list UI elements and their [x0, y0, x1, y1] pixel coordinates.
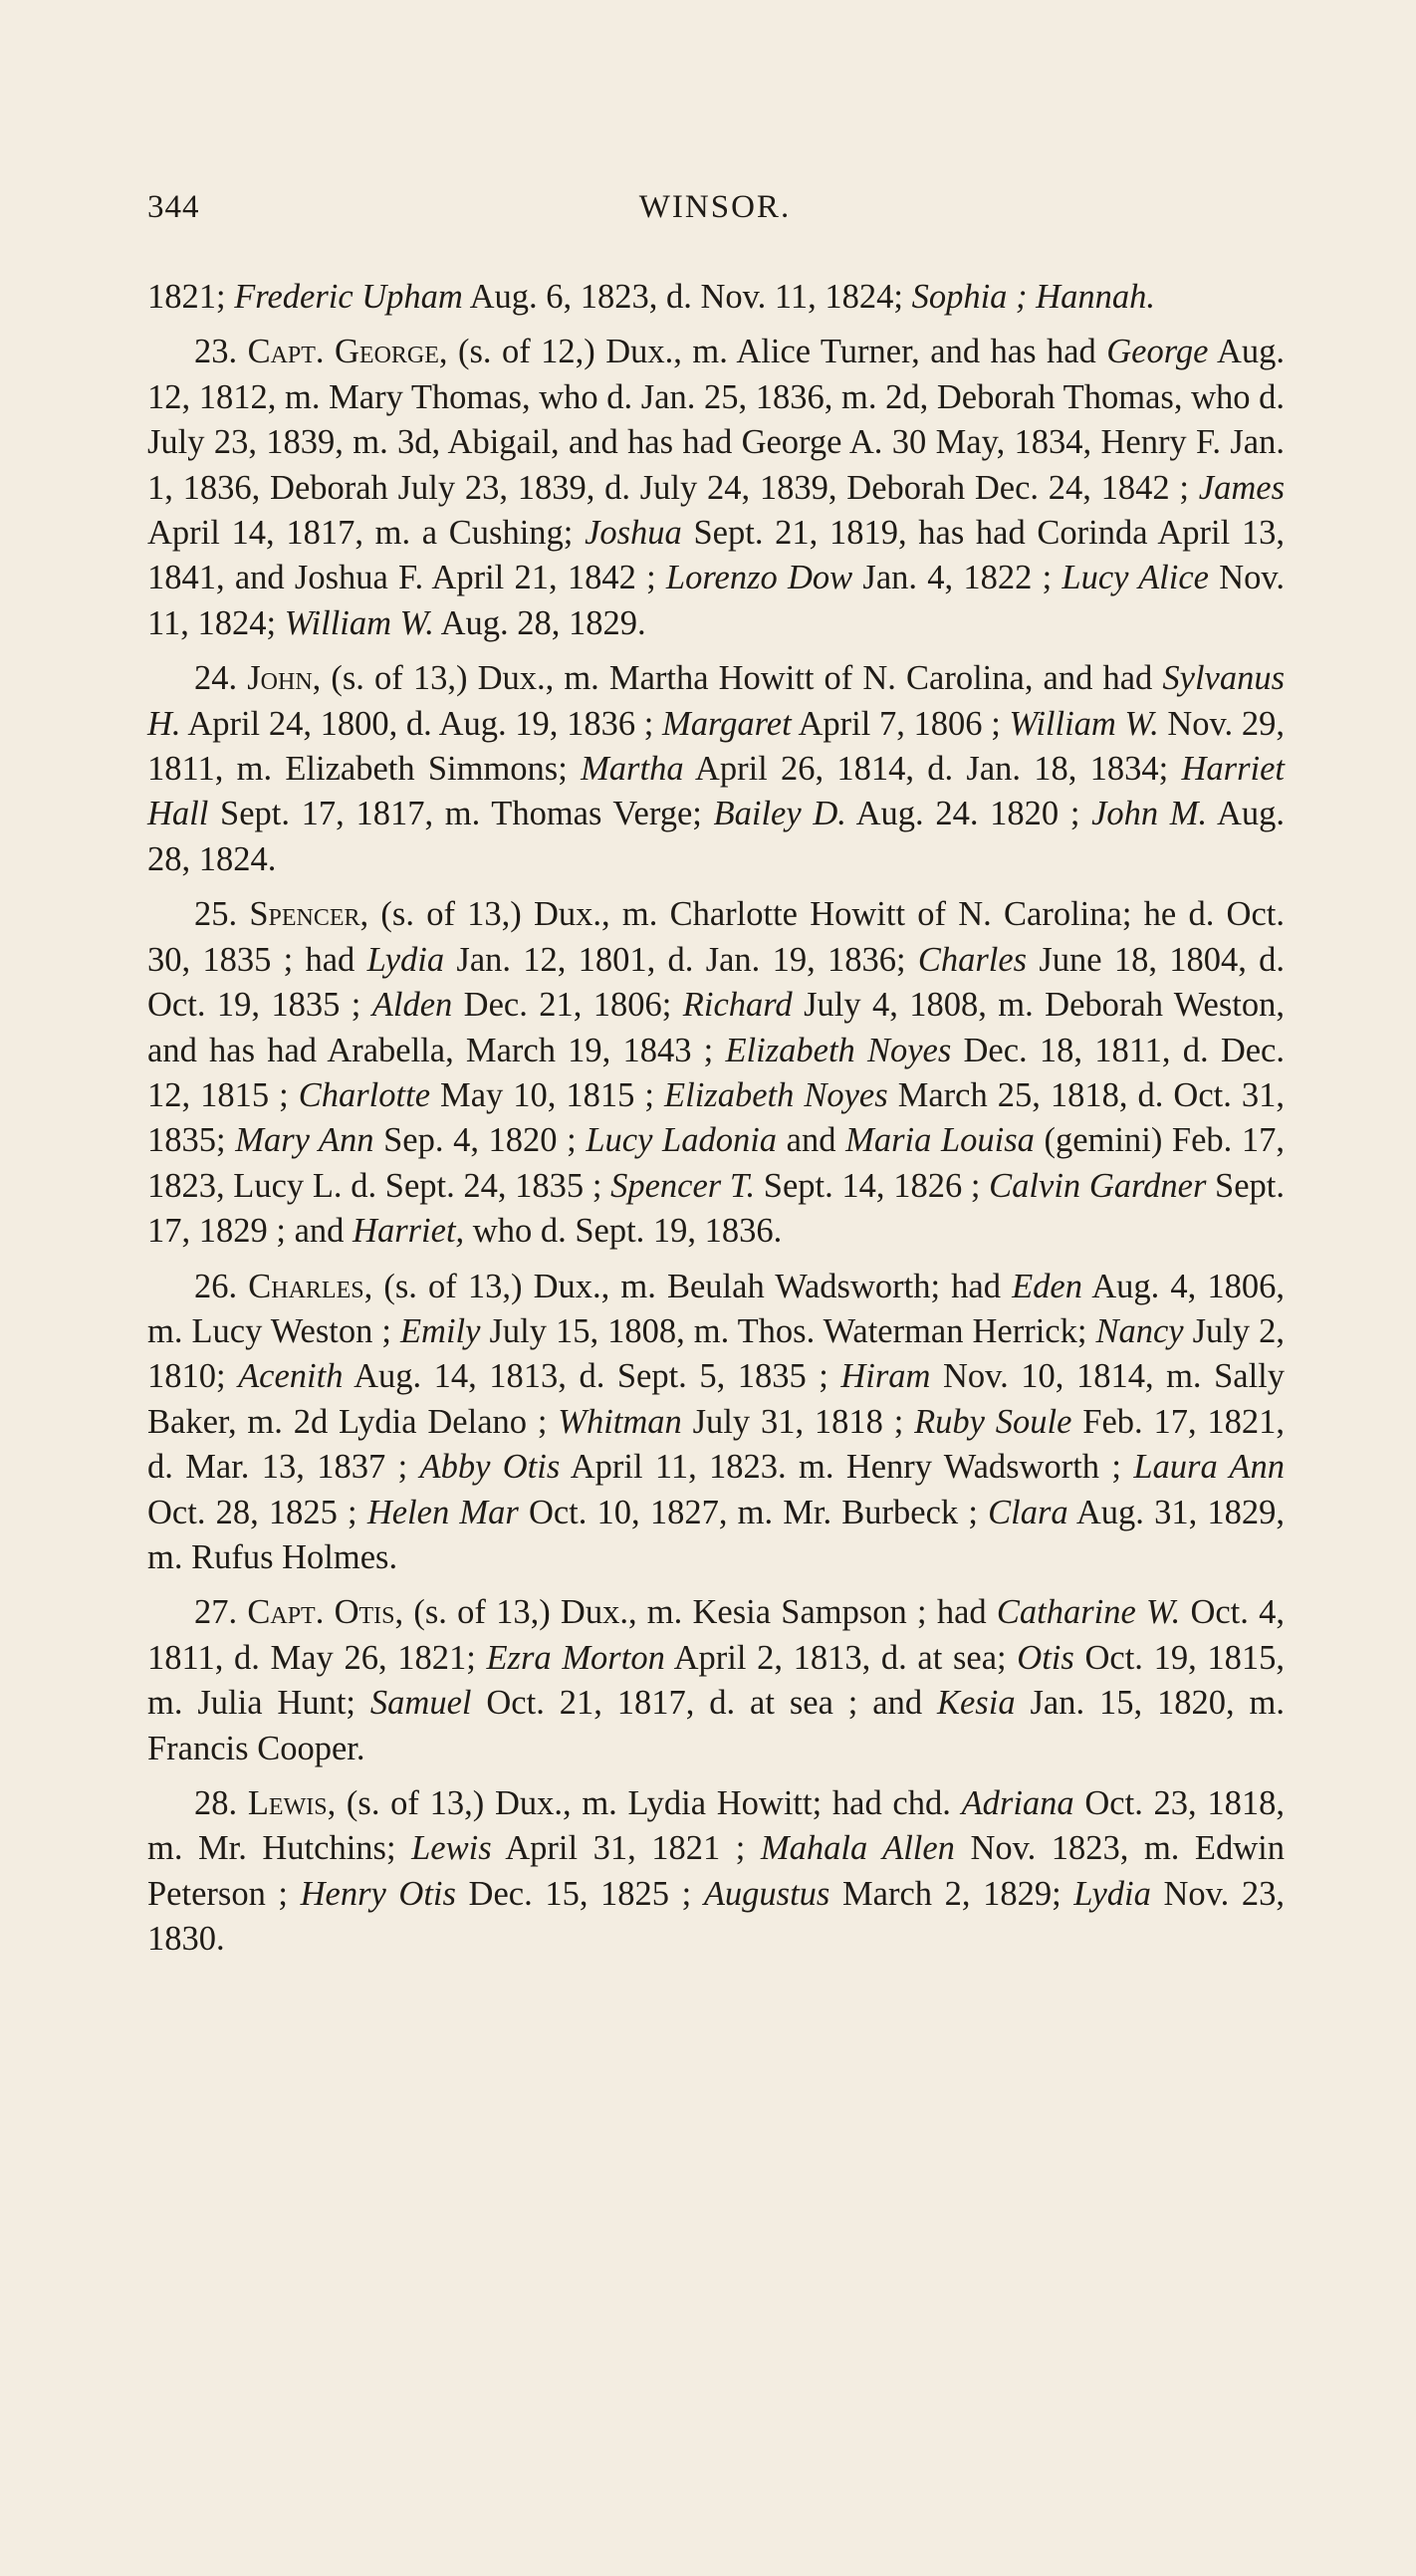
text-run: Aug. 4, 1806, m. Lucy Weston ;	[147, 1267, 1285, 1350]
text-run: 28.	[194, 1784, 248, 1822]
italic-name: Helen Mar	[366, 1493, 519, 1531]
italic-name: Spencer T.	[610, 1166, 756, 1205]
italic-name: Elizabeth Noyes	[725, 1031, 952, 1069]
text-run: July 15, 1808, m. Thos. Waterman Herrick;	[480, 1311, 1096, 1350]
italic-name: William W.	[284, 603, 434, 642]
text-run: April 2, 1813, d. at sea;	[664, 1638, 1018, 1677]
italic-name: Hiram	[840, 1357, 931, 1396]
text-run: Oct. 4, 1811, d. May 26, 1821;	[147, 1593, 1285, 1677]
paragraph-continued	[147, 275, 1285, 320]
text-run: Jan. 4, 1822 ;	[852, 559, 1062, 597]
text-run: 1821;	[147, 278, 235, 316]
text-run: May 10, 1815 ;	[430, 1075, 665, 1114]
italic-name: Sophia ; Hannah.	[911, 278, 1155, 316]
text-run: April 31, 1821 ;	[491, 1829, 761, 1868]
entry-24-john	[147, 656, 1285, 882]
italic-name: Clara	[988, 1493, 1068, 1531]
text-run: (s. of 13,) Dux., m. Beulah Wadsworth; had	[372, 1267, 1013, 1305]
text-run: Oct. 10, 1827, m. Mr. Burbeck ;	[518, 1493, 989, 1531]
italic-name: Nancy	[1095, 1311, 1184, 1350]
italic-name: Otis	[1017, 1638, 1074, 1677]
italic-name: Alden	[371, 986, 453, 1025]
italic-name: Ezra Morton	[486, 1638, 665, 1677]
text-run: Dec. 15, 1825 ;	[455, 1874, 704, 1913]
text-run: Sept. 21, 1819, has had Corinda April 13, 1841, and Joshua F. April 21, 1842 ;	[147, 514, 1285, 597]
italic-name: John M.	[1091, 795, 1208, 833]
italic-name: Frederic Upham	[234, 278, 463, 316]
text-run: June 18, 1804, d. Oct. 19, 1835 ;	[147, 940, 1285, 1025]
text-run: (s. of 13,) Dux., m. Lydia Howitt; had chd.	[336, 1784, 962, 1822]
italic-name: Lucy Alice	[1062, 559, 1209, 597]
running-head: WINSOR.	[638, 189, 792, 225]
text-run: 26.	[194, 1267, 249, 1305]
italic-name: Charles	[917, 940, 1028, 979]
text-run: Oct. 19, 1815, m. Julia Hunt;	[147, 1638, 1285, 1723]
text-run: Dec. 18, 1811, d. Dec. 12, 1815 ;	[147, 1031, 1285, 1114]
italic-name: Abby Otis	[419, 1448, 561, 1487]
italic-name: Ruby Soule	[914, 1402, 1072, 1441]
italic-name: Samuel	[369, 1684, 472, 1723]
page-header	[147, 189, 1283, 239]
entry-27-capt-otis	[147, 1590, 1285, 1771]
text-run: 25.	[194, 895, 250, 934]
italic-name: Joshua	[585, 514, 682, 553]
italic-name: Calvin Gardner	[989, 1166, 1207, 1205]
italic-name: Martha	[581, 750, 684, 789]
text-run: Nov. 1823, m. Edwin Peterson ;	[147, 1829, 1285, 1913]
text-run: (s. of 13,) Dux., m. Kesia Sampson ; had	[403, 1593, 997, 1632]
text-run: (s. of 13,) Dux., m. Charlotte Howitt of N. Carolina; he d. Oct. 30, 1835 ; had	[147, 895, 1285, 979]
entry-heading-name: Spencer,	[249, 895, 369, 934]
text-run: Jan. 12, 1801, d. Jan. 19, 1836;	[444, 940, 918, 979]
text-run: Aug. 6, 1823, d. Nov. 11, 1824;	[462, 278, 912, 316]
entry-heading-name: Capt. Otis,	[247, 1593, 404, 1632]
text-run: Sept. 17, 1829 ; and	[147, 1166, 1286, 1251]
italic-name: Mary Ann	[235, 1121, 374, 1160]
text-run: who d. Sept. 19, 1836.	[464, 1212, 783, 1251]
text-run: Sep. 4, 1820 ;	[373, 1121, 587, 1160]
italic-name: Lydia	[1073, 1874, 1151, 1913]
text-run: Aug. 14, 1813, d. Sept. 5, 1835 ;	[343, 1357, 841, 1396]
text-run: April 14, 1817, m. a Cushing;	[147, 514, 586, 553]
italic-name: Laura Ann	[1133, 1448, 1285, 1487]
text-run: Sept. 14, 1826 ;	[755, 1166, 990, 1205]
italic-name: Lewis	[411, 1829, 492, 1868]
italic-name: Adriana	[961, 1784, 1074, 1822]
italic-name: Whitman	[558, 1402, 682, 1441]
entry-heading-name: John,	[247, 659, 322, 698]
text-run: Aug. 28, 1824.	[147, 795, 1285, 878]
italic-name: Maria Louisa	[845, 1121, 1035, 1160]
entry-26-charles	[147, 1265, 1285, 1581]
text-run: Nov. 11, 1824;	[147, 559, 1285, 642]
text-run: Oct. 28, 1825 ;	[147, 1493, 367, 1531]
text-run: Nov. 23, 1830.	[147, 1874, 1285, 1959]
italic-name: Margaret	[662, 704, 792, 743]
text-run: March 2, 1829;	[829, 1874, 1074, 1913]
text-run: 24.	[194, 659, 248, 698]
italic-name: Lydia	[366, 940, 445, 979]
text-run: March 25, 1818, d. Oct. 31, 1835;	[147, 1075, 1285, 1160]
entry-23-capt-george	[147, 330, 1285, 646]
text-run: and	[777, 1121, 846, 1160]
italic-name: Elizabeth Noyes	[664, 1075, 888, 1114]
text-run: (gemini) Feb. 17, 1823, Lucy L. d. Sept. 24, 1835 ;	[147, 1121, 1286, 1205]
italic-name: Lucy Ladonia	[586, 1121, 778, 1160]
text-run: Aug. 28, 1829.	[433, 603, 646, 642]
italic-name: William W.	[1009, 704, 1159, 743]
italic-name: Sylvanus H.	[147, 659, 1286, 743]
text-run: Nov. 29, 1811, m. Elizabeth Simmons;	[147, 704, 1285, 789]
italic-name: Bailey D.	[713, 795, 846, 833]
text-run: (s. of 13,) Dux., m. Martha Howitt of N. Carolina, and had	[321, 659, 1163, 698]
text-run: Oct. 23, 1818, m. Mr. Hutchins;	[147, 1784, 1285, 1868]
text-run: Dec. 21, 1806;	[452, 986, 683, 1025]
text-run: Nov. 10, 1814, m. Sally Baker, m. 2d Lydia Delano ;	[147, 1357, 1285, 1441]
text-run: 23.	[194, 333, 248, 371]
entry-28-lewis	[147, 1781, 1285, 1963]
italic-name: Harriet,	[353, 1212, 465, 1251]
text-run: April 11, 1823. m. Henry Wadsworth ;	[560, 1448, 1134, 1487]
italic-name: Catharine W.	[996, 1593, 1181, 1632]
italic-name: Acenith	[238, 1357, 344, 1396]
italic-name: James	[1198, 468, 1285, 507]
italic-name: Charlotte	[298, 1075, 431, 1114]
italic-name: Kesia	[936, 1684, 1016, 1723]
italic-name: Richard	[682, 986, 793, 1025]
text-run: July 31, 1818 ;	[681, 1402, 915, 1441]
text-run: Feb. 17, 1821, d. Mar. 13, 1837 ;	[147, 1402, 1286, 1487]
text-run: Jan. 15, 1820, m. Francis Cooper.	[147, 1684, 1285, 1767]
italic-name: Mahala Allen	[760, 1829, 955, 1868]
italic-name: Henry Otis	[300, 1874, 456, 1913]
text-run: July 2, 1810;	[147, 1311, 1285, 1396]
page-number: 344	[147, 189, 200, 225]
entry-heading-name: Lewis,	[247, 1784, 337, 1822]
text-run: 27.	[194, 1593, 248, 1632]
text-run: (s. of 12,) Dux., m. Alice Turner, and has had	[447, 333, 1107, 371]
italic-name: Lorenzo Dow	[665, 559, 853, 597]
text-run: Aug. 12, 1812, m. Mary Thomas, who d. Jan. 25, 1836, m. 2d, Deborah Thomas, who d. July 23, 1839, m. 3d, Abigail, and has had George A. 30 May, 1834, Henry F. Jan. 1, 1836, Deborah July 23, 1839, d. July 24, 1839, Deborah Dec. 24, 1842 ;	[147, 333, 1285, 507]
italic-name: Eden	[1012, 1267, 1082, 1305]
text-run: July 4, 1808, m. Deborah Weston, and has had Arabella, March 19, 1843 ;	[147, 986, 1285, 1069]
italic-name: Harriet Hall	[147, 750, 1285, 833]
text-run: Aug. 31, 1829, m. Rufus Holmes.	[147, 1493, 1286, 1576]
italic-name: Augustus	[703, 1874, 830, 1913]
entry-25-spencer	[147, 892, 1285, 1254]
text-run: Aug. 24. 1820 ;	[845, 795, 1092, 833]
italic-name: Emily	[399, 1311, 481, 1350]
entry-heading-name: Capt. George,	[247, 333, 448, 371]
entry-heading-name: Charles,	[248, 1267, 373, 1305]
text-run: Sept. 17, 1817, m. Thomas Verge;	[208, 795, 714, 833]
text-run: April 7, 1806 ;	[791, 704, 1010, 743]
page-body	[147, 275, 1285, 1973]
italic-name: George	[1106, 333, 1209, 371]
text-run: Oct. 21, 1817, d. at sea ; and	[471, 1684, 937, 1723]
text-run: April 26, 1814, d. Jan. 18, 1834;	[683, 750, 1182, 789]
text-run: April 24, 1800, d. Aug. 19, 1836 ;	[180, 704, 663, 743]
